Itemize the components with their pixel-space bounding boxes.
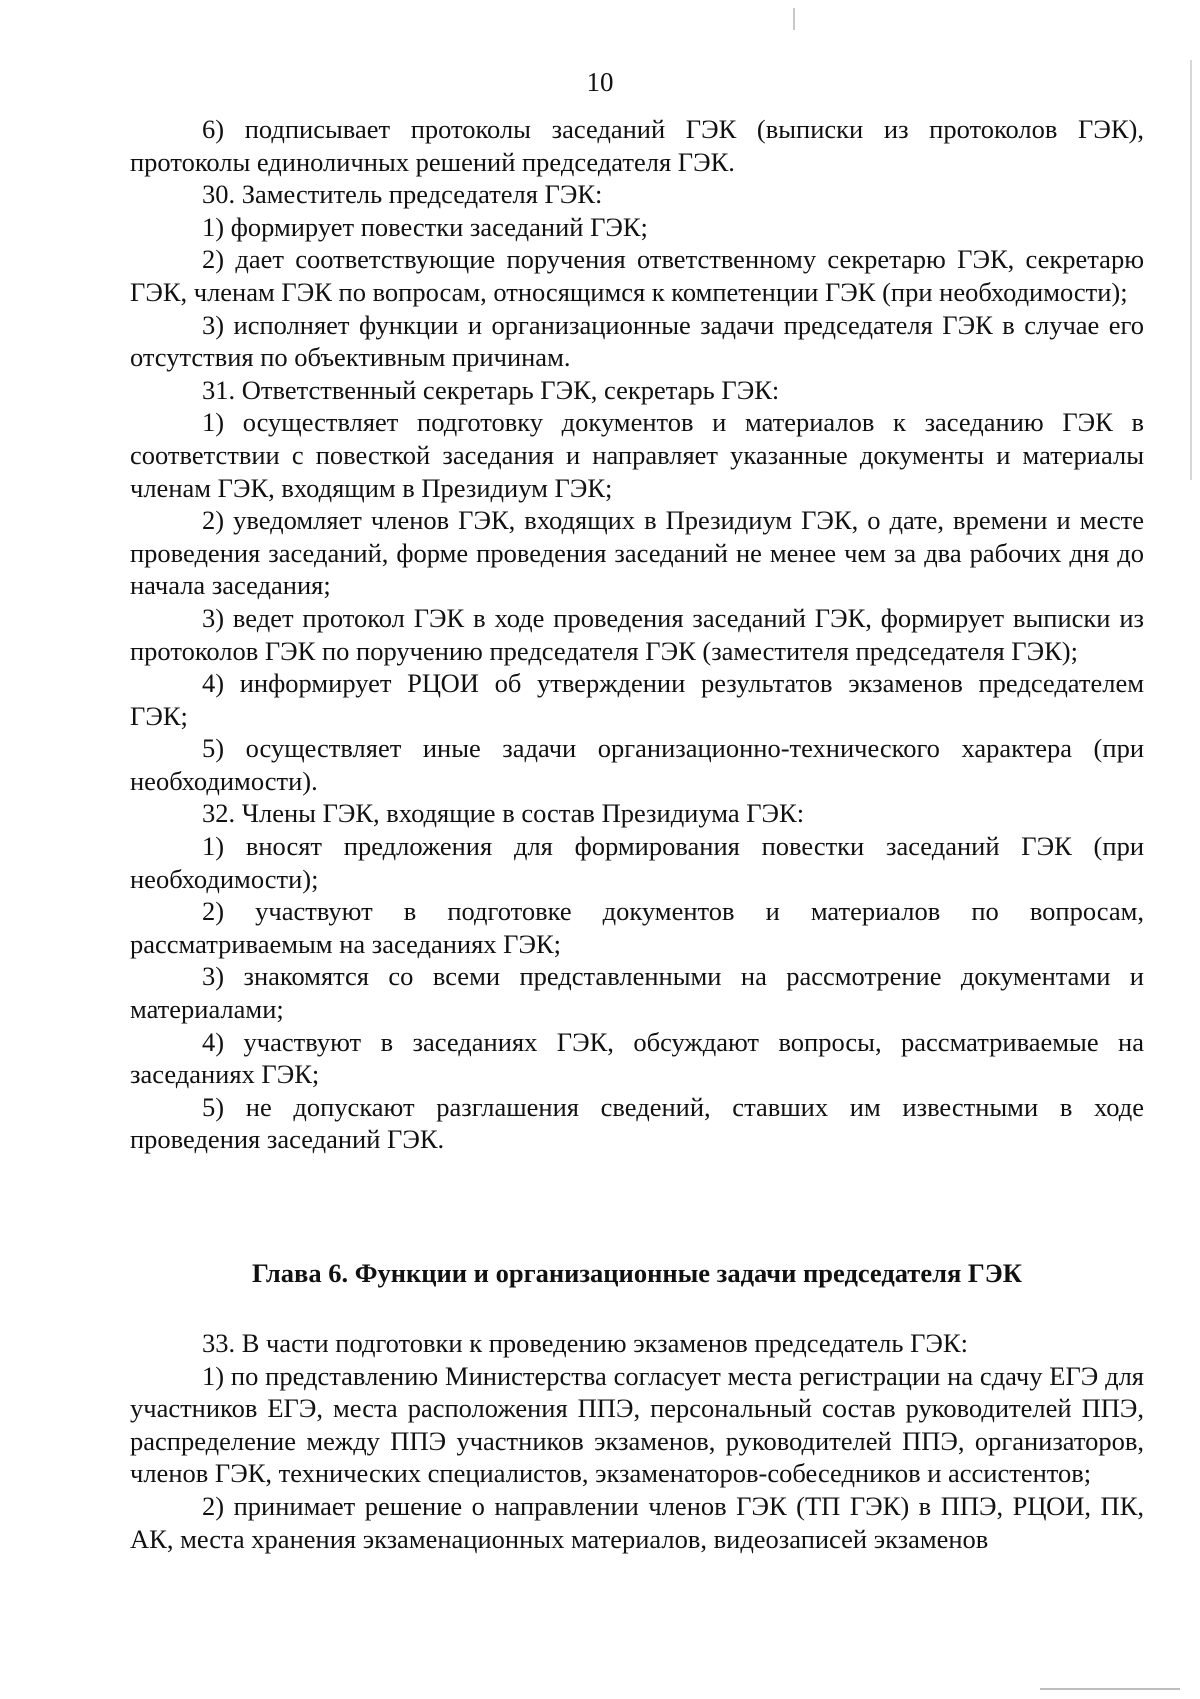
paragraph: 2) участвуют в подготовке документов и материалов по вопросам, рассматриваемым на заседаниях ГЭК; bbox=[130, 896, 1144, 959]
paragraph: 2) принимает решение о направлении членов ГЭК (ТП ГЭК) в ППЭ, РЦОИ, ПК, АК, места хранения экзаменационных материалов, видеозаписей экзаменов bbox=[130, 1490, 1144, 1554]
paragraph: 1) по представлению Министерства согласует места регистрации на сдачу ЕГЭ для участников ЕГЭ, места расположения ППЭ, персональный состав руководителей ППЭ, распределение между ППЭ участников экзаменов, руководителей ППЭ, организаторов, членов ГЭК, технических специалистов, экзаменаторов-собеседников и ассистентов; bbox=[130, 1360, 1144, 1489]
paragraph: 3) исполняет функции и организационные задачи председателя ГЭК в случае его отсутствия по объективным причинам. bbox=[130, 309, 1144, 373]
paragraph: 1) формирует повестки заседаний ГЭК; bbox=[202, 211, 648, 242]
paragraph: 2) дает соответствующие поручения ответственному секретарю ГЭК, секретарю ГЭК, членам ГЭК по вопросам, относящимся к компетенции ГЭК (при необходимости); bbox=[130, 244, 1144, 307]
body-text-section-1 bbox=[130, 113, 1144, 1156]
paragraph: 4) участвуют в заседаниях ГЭК, обсуждают вопросы, рассматриваемые на заседаниях ГЭК; bbox=[130, 1026, 1144, 1090]
paragraph: 33. В части подготовки к проведению экзаменов председатель ГЭК: bbox=[202, 1328, 968, 1358]
paragraph: 5) не допускают разглашения сведений, ставших им известными в ходе проведения заседаний ГЭК. bbox=[130, 1091, 1144, 1155]
paragraph: 32. Члены ГЭК, входящие в состав Президиума ГЭК: bbox=[202, 798, 805, 829]
paragraph: 30. Заместитель председателя ГЭК: bbox=[202, 179, 603, 210]
paragraph: 6) подписывает протоколы заседаний ГЭК (выписки из протоколов ГЭК), протоколы единоличных решений председателя ГЭК. bbox=[130, 114, 1144, 177]
paragraph: 3) знакомятся со всеми представленными на рассмотрение документами и материалами; bbox=[130, 961, 1144, 1025]
scan-artifact-right bbox=[1190, 60, 1192, 480]
scan-artifact-top bbox=[793, 8, 795, 30]
paragraph: 5) осуществляет иные задачи организационно-технического характера (при необходимости). bbox=[130, 733, 1144, 796]
body-text-section-2 bbox=[130, 1327, 1144, 1555]
paragraph: 31. Ответственный секретарь ГЭК, секретарь ГЭК: bbox=[202, 374, 780, 405]
chapter-heading: Глава 6. Функции и организационные задачи председателя ГЭК bbox=[252, 1258, 1022, 1288]
paragraph: 4) информирует РЦОИ об утверждении результатов экзаменов председателем ГЭК; bbox=[130, 668, 1144, 731]
paragraph: 3) ведет протокол ГЭК в ходе проведения заседаний ГЭК, формирует выписки из протоколов ГЭК по поручению председателя ГЭК (заместителя председателя ГЭК); bbox=[130, 602, 1144, 666]
paragraph: 2) уведомляет членов ГЭК, входящих в Президиум ГЭК, о дате, времени и месте проведения заседаний, форме проведения заседаний не менее чем за два рабочих дня до начала заседания; bbox=[130, 505, 1144, 601]
paragraph: 1) осуществляет подготовку документов и материалов к заседанию ГЭК в соответствии с повесткой заседания и направляет указанные документы и материалы членам ГЭК, входящим в Президиум ГЭК; bbox=[130, 407, 1144, 503]
paragraph: 1) вносят предложения для формирования повестки заседаний ГЭК (при необходимости); bbox=[130, 831, 1144, 894]
scan-artifact-bottom bbox=[1040, 1688, 1180, 1690]
page-number: 10 bbox=[586, 67, 614, 97]
